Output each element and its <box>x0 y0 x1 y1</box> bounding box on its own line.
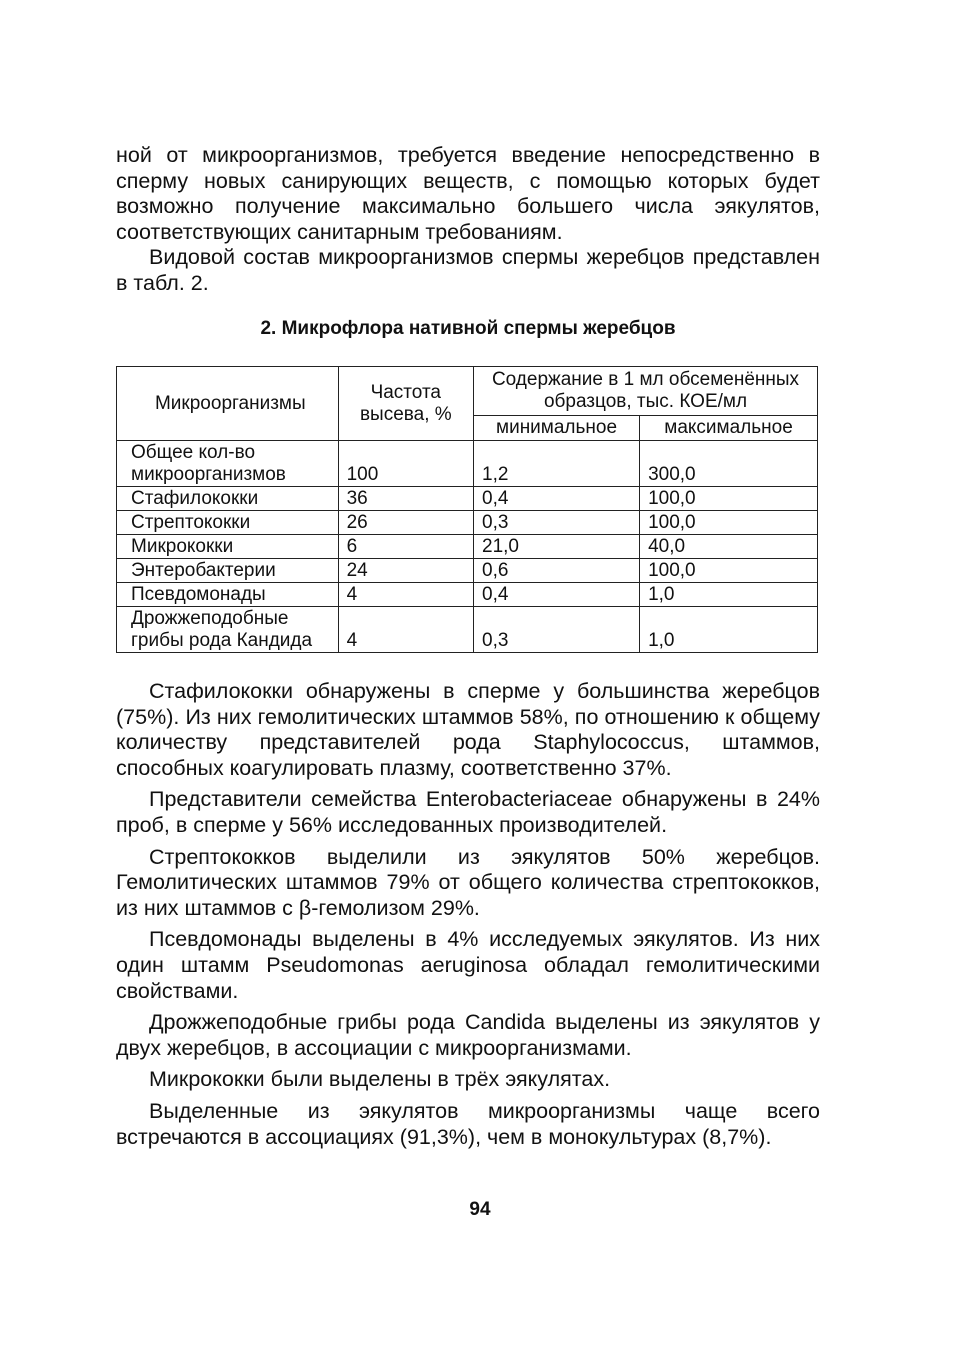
cell-min: 0,3 <box>474 511 640 535</box>
cell-organism: Микрококки <box>117 535 339 559</box>
page-number: 94 <box>469 1199 491 1220</box>
cell-max: 40,0 <box>640 535 818 559</box>
table-row <box>117 441 818 487</box>
header-frequency: Частота высева, % <box>338 367 473 441</box>
cell-organism: Общее кол-во микроорганизмов <box>117 441 339 487</box>
table-row <box>117 535 818 559</box>
cell-organism: Стафилококки <box>117 487 339 511</box>
body-paragraph-1: Стафилококки обнаружены в сперме у большинства жеребцов (75%). Из них гемолитических штаммов 58%, по отношению к общему количеству представителей рода Staphylococcus, штаммов, способных коагулировать плазму, соответственно 37%. <box>116 679 820 780</box>
cell-frequency: 26 <box>338 511 473 535</box>
cell-max: 300,0 <box>640 441 818 487</box>
table-row <box>117 511 818 535</box>
cell-frequency: 4 <box>338 607 473 653</box>
cell-frequency: 36 <box>338 487 473 511</box>
intro-text <box>116 143 820 297</box>
cell-organism: Дрожжеподобные грибы рода Кандида <box>117 607 339 653</box>
cell-min: 0,4 <box>474 583 640 607</box>
cell-organism: Энтеробактерии <box>117 559 339 583</box>
cell-max: 100,0 <box>640 559 818 583</box>
cell-min: 0,3 <box>474 607 640 653</box>
header-min: минимальное <box>474 416 640 441</box>
body-paragraph-6: Микрококки были выделены в трёх эякулятах. <box>149 1067 611 1092</box>
cell-min: 1,2 <box>474 441 640 487</box>
body-paragraph-7: Выделенные из эякулятов микроорганизмы чаще всего встречаются в ассоциациях (91,3%), чем в монокультурах (8,7%). <box>116 1098 820 1149</box>
table-header-row <box>117 367 818 416</box>
cell-frequency: 100 <box>338 441 473 487</box>
cell-min: 0,4 <box>474 487 640 511</box>
cell-organism: Стрептококки <box>117 511 339 535</box>
table-row <box>117 583 818 607</box>
table-title: 2. Микрофлора нативной спермы жеребцов <box>260 318 676 339</box>
body-paragraph-5: Дрожжеподобные грибы рода Candida выделены из эякулятов у двух жеребцов, в ассоциации с микроорганизмами. <box>116 1010 820 1060</box>
body-text <box>116 679 820 1150</box>
header-organism: Микроорганизмы <box>117 367 339 441</box>
header-content: Содержание в 1 мл обсеменённых образцов, тыс. КОЕ/мл <box>474 367 818 416</box>
cell-max: 1,0 <box>640 583 818 607</box>
cell-max: 1,0 <box>640 607 818 653</box>
cell-max: 100,0 <box>640 511 818 535</box>
cell-organism: Псевдомонады <box>117 583 339 607</box>
body-paragraph-3: Стрептококков выделили из эякулятов 50% жеребцов. Гемолитических штаммов 79% от общего количества стрептококков, из них штаммов с β-гемолизом 29%. <box>116 844 820 920</box>
body-paragraph-2: Представители семейства Enterobacteriaceae обнаружены в 24% проб, в сперме у 56% исследованных производителей. <box>116 787 820 837</box>
intro-paragraph-2: Видовой состав микроорганизмов спермы жеребцов представлен в табл. 2. <box>116 245 820 295</box>
cell-min: 21,0 <box>474 535 640 559</box>
microflora-table <box>116 366 818 653</box>
cell-max: 100,0 <box>640 487 818 511</box>
cell-frequency: 24 <box>338 559 473 583</box>
body-paragraph-4: Псевдомонады выделены в 4% исследуемых эякулятов. Из них один штамм Pseudomonas aeruginosa обладал гемолитическими свойствами. <box>116 927 820 1003</box>
table-row <box>117 487 818 511</box>
cell-frequency: 4 <box>338 583 473 607</box>
table-row <box>117 607 818 653</box>
intro-paragraph-1: ной от микроорганизмов, требуется введение непосредственно в сперму новых санирующих веществ, с помощью которых будет возможно получение максимально большего числа эякулятов, соответствующих санитарным требованиям. <box>116 143 820 244</box>
cell-frequency: 6 <box>338 535 473 559</box>
header-max: максимальное <box>640 416 818 441</box>
cell-min: 0,6 <box>474 559 640 583</box>
table-row <box>117 559 818 583</box>
